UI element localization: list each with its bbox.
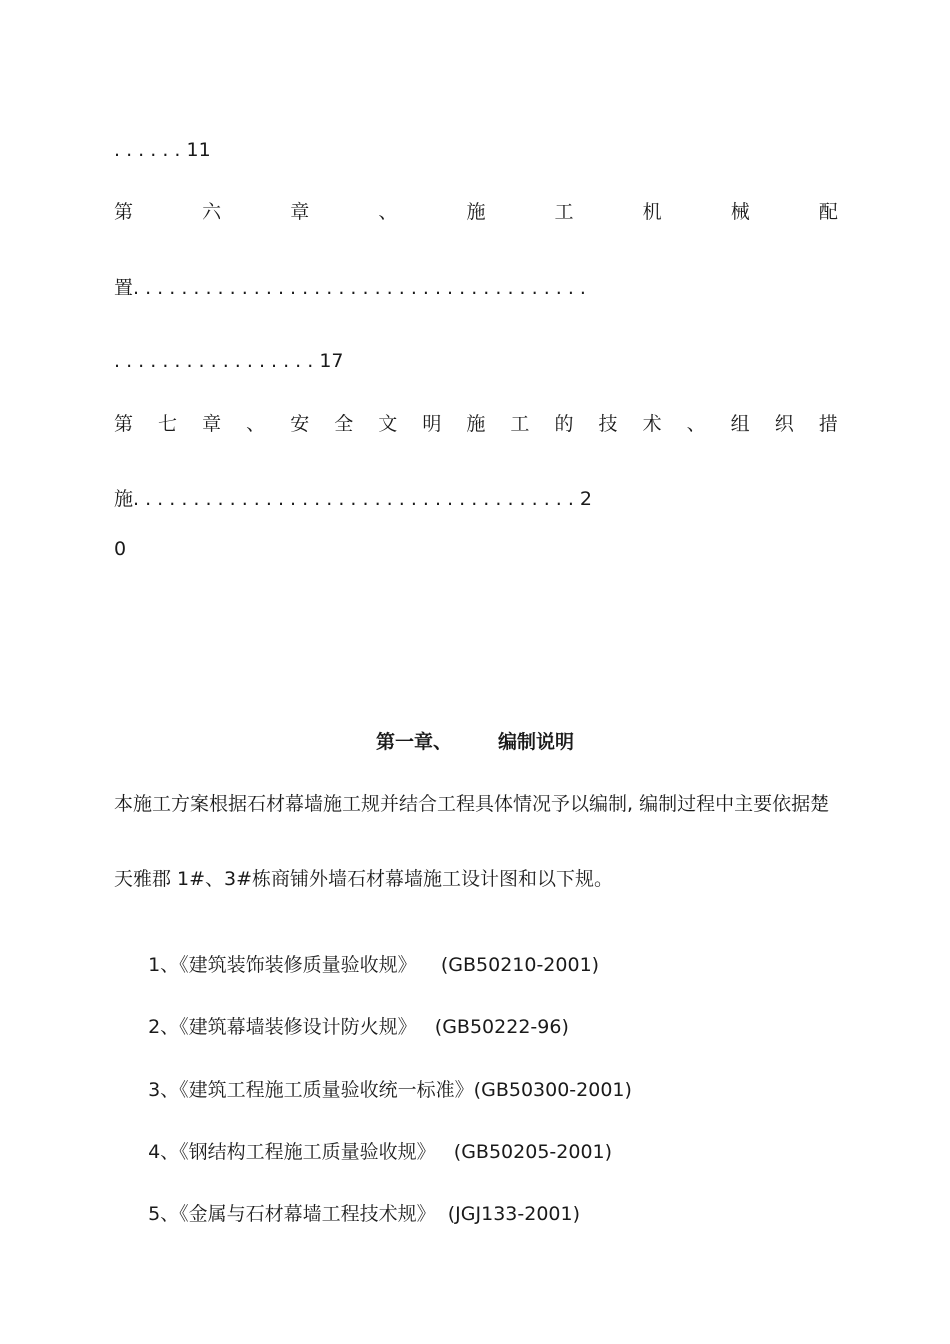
toc-chapter-7-dots: 施. . . . . . . . . . . . . . . . . . . . . . . . . . . . . . . . . . . . . 2 (114, 488, 593, 510)
reference-item (136, 1116, 612, 1164)
toc-chapter-7-heading (114, 412, 838, 436)
toc-chapter-7-char: 工 (510, 413, 530, 435)
toc-chapter-7-char: 、 (246, 413, 266, 435)
reference-item (136, 1178, 580, 1226)
reference-text: 1、《建筑装饰装修质量验收规》 (GB50210-2001) (148, 954, 600, 976)
toc-chapter-7-continuation (114, 487, 838, 511)
toc-chapter-6-char: 施 (466, 201, 486, 223)
toc-chapter-6-page-number: . . . . . . . . . . . . . . . . . 17 (114, 350, 344, 372)
toc-chapter-6-char: 六 (202, 201, 222, 223)
toc-chapter-7-page-number: 0 (114, 538, 127, 560)
toc-chapter-7-char: 安 (290, 413, 310, 435)
reference-item (136, 991, 569, 1039)
toc-chapter-7-char: 施 (466, 413, 486, 435)
toc-chapter-7-char: 的 (554, 413, 574, 435)
chapter-title (0, 730, 950, 754)
reference-text: 2、《建筑幕墙装修设计防火规》 (GB50222-96) (148, 1016, 569, 1038)
toc-chapter-6-heading (114, 200, 838, 224)
toc-chapter-7-char: 文 (378, 413, 398, 435)
reference-text: 5、《金属与石材幕墙工程技术规》 (JGJ133-2001) (148, 1203, 580, 1225)
toc-chapter-7-char: 措 (818, 413, 838, 435)
toc-chapter-6-page (114, 349, 838, 373)
chapter-name: 编制说明 (498, 731, 575, 753)
reference-item (136, 929, 599, 977)
toc-chapter-7-char: 技 (598, 413, 618, 435)
intro-text-2: 天雅郡 1#、3#栋商铺外墙石材幕墙施工设计图和以下规。 (114, 868, 614, 890)
chapter-number: 第一章、 (375, 731, 452, 753)
toc-chapter-6-char: 工 (554, 201, 574, 223)
toc-chapter-6-char: 机 (642, 201, 662, 223)
toc-chapter-7-char: 第 (114, 413, 134, 435)
toc-chapter-7-char: 织 (774, 413, 794, 435)
reference-item (136, 1054, 632, 1102)
intro-text-1: 本施工方案根据石材幕墙施工规并结合工程具体情况予以编制, 编制过程中主要依据楚 (114, 793, 830, 815)
toc-chapter-7-char: 七 (158, 413, 178, 435)
toc-chapter-6-char: 章 (290, 201, 310, 223)
toc-chapter-6-char: 第 (114, 201, 134, 223)
toc-chapter-6-continuation (114, 276, 838, 300)
toc-chapter-7-char: 全 (334, 413, 354, 435)
toc-chapter-7-char: 章 (202, 413, 222, 435)
reference-text: 3、《建筑工程施工质量验收统一标准》(GB50300-2001) (148, 1079, 632, 1101)
toc-chapter-6-char: 械 (730, 201, 750, 223)
toc-chapter-6-char: 、 (378, 201, 398, 223)
toc-chapter-7-char: 、 (686, 413, 706, 435)
toc-chapter-6-dots: 置. . . . . . . . . . . . . . . . . . . . . . . . . . . . . . . . . . . . . . (114, 277, 586, 299)
toc-line-page-11 (114, 138, 838, 162)
toc-chapter-7-char: 术 (642, 413, 662, 435)
toc-chapter-7-char: 明 (422, 413, 442, 435)
intro-paragraph-line-2 (114, 867, 838, 891)
toc-chapter-7-page-tail (114, 537, 838, 561)
toc-chapter-7-char: 组 (730, 413, 750, 435)
reference-text: 4、《钢结构工程施工质量验收规》 (GB50205-2001) (148, 1141, 613, 1163)
toc-chapter-6-char: 配 (818, 201, 838, 223)
toc-dots-11: . . . . . . 11 (114, 139, 211, 161)
intro-paragraph-line-1 (114, 792, 838, 816)
